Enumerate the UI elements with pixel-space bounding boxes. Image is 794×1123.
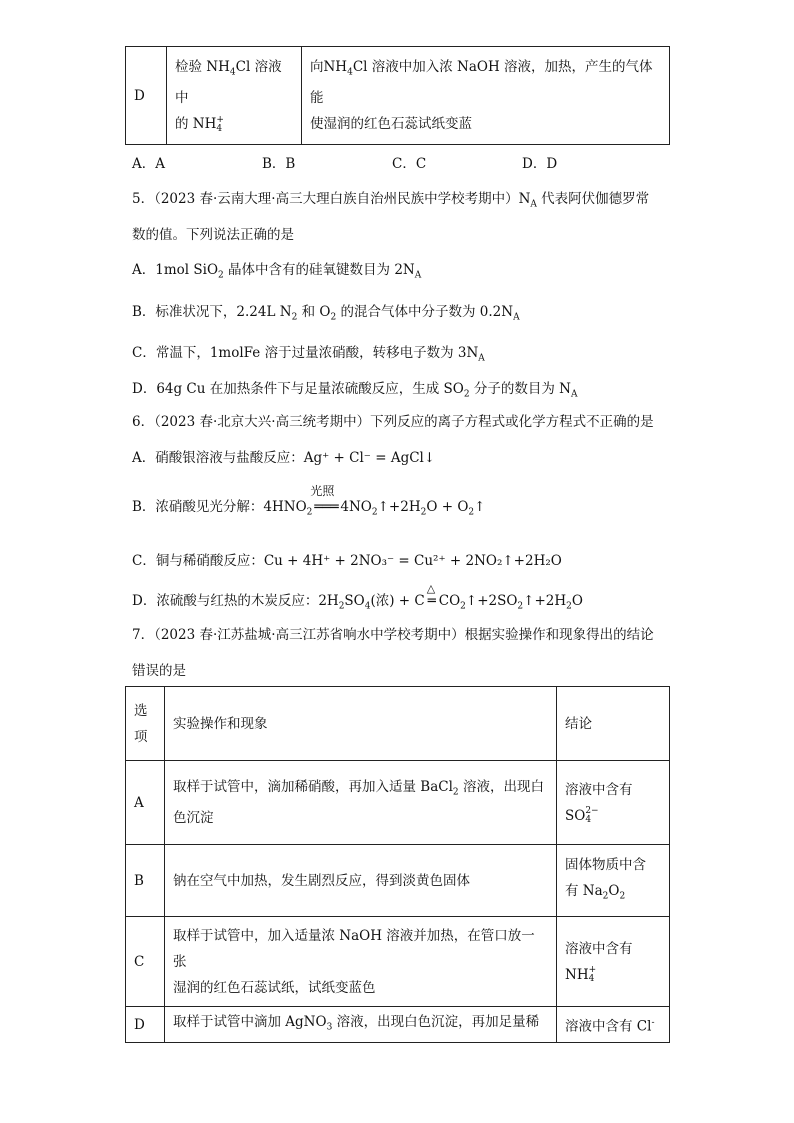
option-d[interactable]: D．D	[522, 156, 558, 172]
operation-cell: 取样于试管中，滴加稀硝酸，再加入适量 BaCl$_2$ 溶液，出现白 色沉淀	[165, 761, 557, 845]
q6-option-c[interactable]: C．铜与稀硝酸反应：Cu + 4H⁺ + 2NO₃⁻ = Cu²⁺ + 2NO₂↑+2H₂O	[132, 553, 562, 569]
option-b[interactable]: B．B	[262, 156, 296, 172]
q4-table	[125, 46, 670, 145]
q5-stem-line2: 数的值。下列说法正确的是	[132, 227, 294, 243]
row-label: C	[126, 917, 165, 1007]
option-a[interactable]: A．A	[132, 156, 165, 172]
conclusion-cell: 固体物质中含 有 $Na_2O_2$	[557, 845, 670, 917]
row-label: D	[126, 47, 167, 145]
table-row	[126, 845, 670, 917]
conclusion-cell: 溶液中含有 NH + 4	[557, 917, 670, 1007]
table-row	[126, 917, 670, 1007]
conclusion-cell: 溶液中含有 Cl-	[557, 1007, 670, 1043]
table-row	[126, 47, 670, 145]
q5-option-c[interactable]: C．常温下，1molFe 溶于过量浓硝酸，转移电子数为 $3N_A$	[132, 345, 485, 364]
operation-cell: 取样于试管中滴加 AgNO$_3$ 溶液，出现白色沉淀，再加足量稀	[165, 1007, 557, 1043]
q7-table	[125, 686, 670, 1043]
q4-options	[132, 152, 652, 172]
table-row	[126, 761, 670, 845]
header-operation: 实验操作和现象	[165, 687, 557, 761]
q6-option-a[interactable]: A．硝酸银溶液与盐酸反应：Ag⁺ + Cl⁻ = AgCl↓	[132, 450, 436, 466]
operation-cell: 钠在空气中加热，发生剧烈反应，得到淡黄色固体	[165, 845, 557, 917]
q6-option-d[interactable]: D．浓硫酸与红热的木炭反应：$2H_2SO_4$(浓) + C △ ═ $CO_2↑+2SO_2↑+2H_2O$	[132, 582, 583, 612]
row-label: A	[126, 761, 165, 845]
header-conclusion: 结论	[557, 687, 670, 761]
q6-stem: 6．（2023 春·北京大兴·高三统考期中）下列反应的离子方程式或化学方程式不正确的是	[132, 414, 654, 430]
option-c[interactable]: C．C	[392, 156, 427, 172]
operation-cell: 取样于试管中，加入适量浓 NaOH 溶液并加热，在管口放一张 湿润的红色石蕊试纸，试纸变蓝色	[165, 917, 557, 1007]
condition-arrow: 光照 ═══	[310, 484, 339, 515]
q7-stem-line1: 7．（2023 春·江苏盐城·高三江苏省响水中学校考期中）根据实验操作和现象得出的结论	[132, 627, 654, 643]
q5-option-b[interactable]: B．标准状况下，2.24L $N_2$ 和 $O_2$ 的混合气体中分子数为 $0.2N_A$	[132, 304, 520, 323]
condition-arrow: △ ═	[426, 582, 436, 609]
conclusion-cell: 溶液中含有 SO 2− 4	[557, 761, 670, 845]
table-header-row	[126, 687, 670, 761]
purpose-cell: 检验 $NH_4Cl$ 溶液中 的 NH + 4	[167, 47, 302, 145]
header-option: 选 项	[126, 687, 165, 761]
row-label: B	[126, 845, 165, 917]
operation-cell: 向$NH_4Cl$ 溶液中加入浓 NaOH 溶液，加热，产生的气体能 使湿润的红色石蕊试纸变蓝	[302, 47, 670, 145]
q5-option-d[interactable]: D．64g Cu 在加热条件下与足量浓硫酸反应，生成 $SO_2$ 分子的数目为 $N_A$	[132, 381, 578, 400]
q5-option-a[interactable]: A．1mol SiO$_2$ 晶体中含有的硅氧键数目为 $2N_A$	[132, 262, 422, 281]
q7-stem-line2: 错误的是	[132, 663, 186, 679]
row-label: D	[126, 1007, 165, 1043]
q6-option-b[interactable]: B．浓硝酸见光分解：$4HNO_2$ 光照 ═══ $4NO_2↑+2H_2O$ + $O_2↑$	[132, 484, 486, 518]
table-row	[126, 1007, 670, 1043]
q5-stem-line1: 5．（2023 春·云南大理·高三大理白族自治州民族中学校考期中）$N_A$ 代表阿伏伽德罗常	[132, 191, 650, 210]
